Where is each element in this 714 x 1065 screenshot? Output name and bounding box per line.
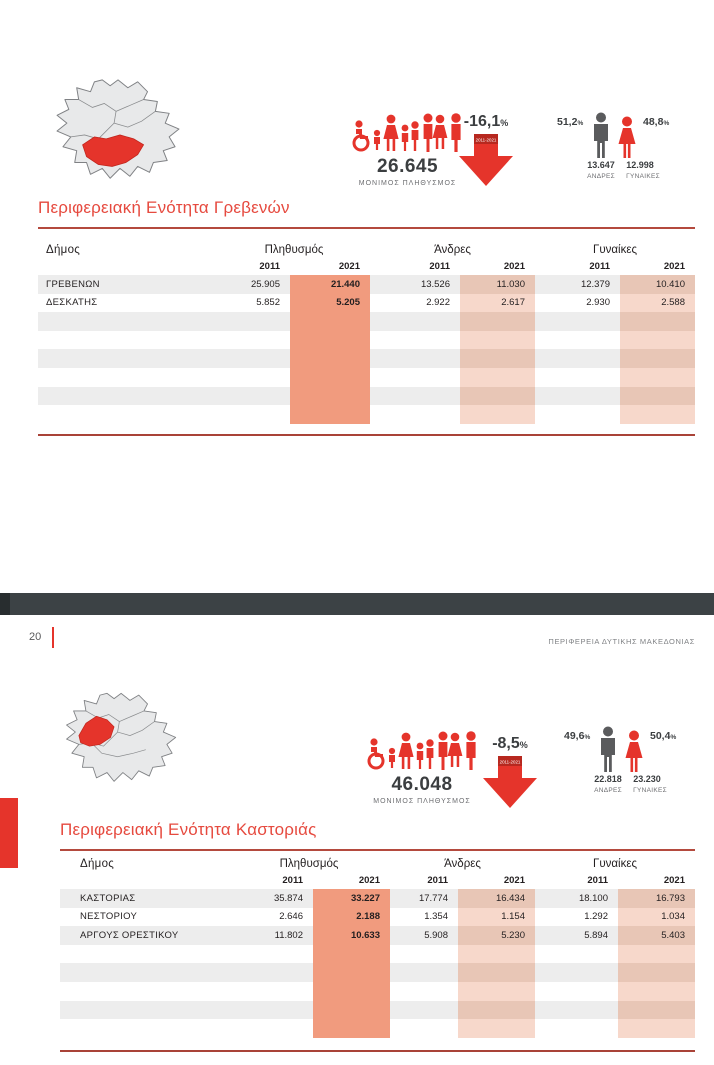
empty-header-cell	[38, 261, 218, 275]
empty-cell	[535, 963, 618, 982]
table-row-empty	[38, 331, 695, 350]
men-2011-cell: 5.908	[424, 929, 448, 941]
empty-cell	[620, 331, 695, 350]
page-divider-bar	[0, 593, 714, 615]
empty-cell	[390, 945, 458, 964]
population-icons	[365, 728, 480, 772]
population-total-label: ΜΟΝΙΜΟΣ ΠΛΗΘΥΣΜΟΣ	[358, 180, 457, 187]
table-bottom-rule	[38, 434, 695, 436]
empty-cell	[228, 963, 313, 982]
men-label: ΑΝΔΡΕΣ	[587, 173, 615, 180]
gender-infographic-grevena	[553, 108, 701, 196]
empty-cell	[60, 1019, 228, 1038]
table-row-empty	[60, 982, 695, 1001]
change-value: -16,1%	[463, 113, 509, 130]
municipality-name: ΝΕΣΤΟΡΙΟΥ	[80, 911, 138, 923]
map-icon	[45, 72, 193, 192]
year-header: 2021	[358, 875, 380, 886]
municipality-table-grevena	[38, 244, 695, 424]
empty-cell	[38, 349, 218, 368]
men-2021-cell: 11.030	[460, 275, 535, 294]
municipality-column-header: Δήμος	[80, 858, 115, 870]
pop-2021-cell: 10.633	[313, 926, 390, 945]
women-2011-cell: 18.100	[578, 892, 608, 904]
empty-cell	[618, 945, 695, 964]
municipality-name: ΓΡΕΒΕΝΩΝ	[46, 278, 100, 290]
pop-2021-cell: 2.188	[313, 908, 390, 927]
men-2021-cell: 2.617	[460, 294, 535, 313]
men-count: 13.647	[587, 160, 615, 170]
change-indicator-grevena	[450, 113, 522, 188]
gender-infographic-kastoria	[560, 722, 708, 810]
pop-2021-cell: 21.440	[290, 275, 370, 294]
empty-cell	[460, 331, 535, 350]
empty-cell	[618, 963, 695, 982]
women-group-header: Γυναίκες	[593, 244, 637, 256]
empty-cell	[60, 1001, 228, 1020]
municipality-name: ΑΡΓΟΥΣ ΟΡΕΣΤΙΚΟΥ	[80, 929, 179, 941]
table-row	[38, 294, 695, 313]
women-2021-cell: 1.034	[618, 908, 695, 927]
women-2021-cell: 10.410	[620, 275, 695, 294]
empty-cell	[535, 312, 620, 331]
empty-cell	[313, 1019, 390, 1038]
empty-cell	[38, 331, 218, 350]
municipality-name: ΔΕΣΚΑΤΗΣ	[46, 297, 98, 309]
empty-cell	[313, 963, 390, 982]
women-2011-cell: 1.292	[584, 911, 608, 923]
women-2021-cell: 5.403	[618, 926, 695, 945]
women-label: ΓΥΝΑΙΚΕΣ	[626, 173, 660, 180]
empty-cell	[290, 405, 370, 424]
women-2011-cell: 5.894	[584, 929, 608, 941]
table-bottom-rule	[60, 1050, 695, 1052]
men-2021-cell: 1.154	[458, 908, 535, 927]
empty-cell	[370, 368, 460, 387]
empty-cell	[535, 349, 620, 368]
empty-cell	[460, 312, 535, 331]
pop-2011-cell: 25.905	[250, 278, 280, 290]
title-underline	[38, 227, 695, 229]
empty-cell	[218, 312, 290, 331]
empty-cell	[620, 405, 695, 424]
men-percentage: 51,2%	[557, 116, 584, 128]
empty-cell	[313, 1001, 390, 1020]
empty-cell	[620, 312, 695, 331]
empty-cell	[460, 368, 535, 387]
change-indicator-kastoria	[478, 735, 542, 810]
region-map-kastoria	[56, 686, 188, 794]
group-header-row	[60, 858, 695, 875]
page-number-rule	[52, 627, 54, 648]
year-header: 2011	[587, 875, 608, 886]
empty-cell	[620, 368, 695, 387]
empty-cell	[618, 1019, 695, 1038]
table-row-empty	[60, 945, 695, 964]
empty-cell	[535, 982, 618, 1001]
women-label: ΓΥΝΑΙΚΕΣ	[633, 787, 667, 794]
table-row	[60, 889, 695, 908]
empty-cell	[535, 368, 620, 387]
year-header: 2021	[338, 261, 360, 272]
section-title-grevena: Περιφερειακή Ενότητα Γρεβενών	[38, 198, 290, 217]
men-count: 22.818	[594, 774, 622, 784]
women-count: 23.230	[633, 774, 661, 784]
empty-cell	[218, 387, 290, 406]
section-title-kastoria: Περιφερειακή Ενότητα Καστοριάς	[60, 820, 317, 839]
empty-cell	[390, 963, 458, 982]
change-period-label: 2011-2021	[499, 759, 521, 765]
women-count: 12.998	[626, 160, 654, 170]
female-icon	[616, 116, 638, 160]
empty-cell	[60, 982, 228, 1001]
table-row-empty	[60, 1001, 695, 1020]
men-2011-cell: 1.354	[424, 911, 448, 923]
male-icon	[597, 726, 619, 774]
female-icon	[623, 730, 645, 774]
empty-cell	[228, 1019, 313, 1038]
year-header: 2011	[429, 261, 450, 272]
men-group-header: Άνδρες	[434, 244, 471, 256]
page-number: 20	[29, 631, 42, 643]
empty-cell	[370, 405, 460, 424]
table-row	[60, 908, 695, 927]
men-2021-cell: 16.434	[458, 889, 535, 908]
year-header: 2011	[259, 261, 280, 272]
empty-cell	[390, 982, 458, 1001]
empty-cell	[38, 387, 218, 406]
empty-cell	[38, 368, 218, 387]
municipality-name: ΚΑΣΤΟΡΙΑΣ	[80, 892, 136, 904]
empty-cell	[535, 405, 620, 424]
down-arrow-icon	[481, 754, 539, 810]
empty-cell	[535, 1001, 618, 1020]
year-header: 2011	[589, 261, 610, 272]
population-group-header: Πληθυσμός	[279, 858, 339, 870]
empty-cell	[458, 963, 535, 982]
empty-cell	[370, 387, 460, 406]
population-infographic-kastoria	[362, 728, 482, 805]
empty-cell	[370, 331, 460, 350]
chapter-side-tab	[0, 798, 18, 868]
men-2011-cell: 2.922	[426, 297, 450, 309]
empty-cell	[618, 982, 695, 1001]
population-icons	[350, 110, 465, 154]
year-header: 2021	[663, 875, 685, 886]
women-percentage: 48,8%	[643, 116, 670, 128]
empty-cell	[535, 1019, 618, 1038]
table-row	[60, 926, 695, 945]
empty-cell	[228, 1001, 313, 1020]
pop-2021-cell: 5.205	[290, 294, 370, 313]
men-2011-cell: 13.526	[420, 278, 450, 290]
empty-cell	[535, 387, 620, 406]
empty-cell	[290, 349, 370, 368]
group-header-row	[38, 244, 695, 261]
table-row-empty	[38, 405, 695, 424]
women-2021-cell: 2.588	[620, 294, 695, 313]
empty-cell	[60, 963, 228, 982]
empty-cell	[460, 405, 535, 424]
municipality-table-kastoria	[60, 858, 695, 1038]
year-header-row	[38, 261, 695, 275]
empty-cell	[620, 387, 695, 406]
empty-cell	[460, 387, 535, 406]
empty-cell	[228, 945, 313, 964]
empty-cell	[458, 982, 535, 1001]
year-header: 2021	[503, 875, 525, 886]
empty-cell	[218, 368, 290, 387]
empty-cell	[38, 405, 218, 424]
women-2021-cell: 16.793	[618, 889, 695, 908]
title-underline	[60, 849, 695, 851]
women-2011-cell: 2.930	[586, 297, 610, 309]
empty-cell	[458, 1019, 535, 1038]
empty-cell	[390, 1019, 458, 1038]
table-row	[38, 275, 695, 294]
population-total: 46.048	[391, 774, 453, 795]
population-group-header: Πληθυσμός	[264, 244, 324, 256]
empty-cell	[460, 349, 535, 368]
year-header-row	[60, 875, 695, 889]
empty-header-cell	[60, 875, 228, 889]
men-group-header: Άνδρες	[444, 858, 481, 870]
municipality-column-header: Δήμος	[46, 244, 81, 256]
empty-cell	[535, 945, 618, 964]
table-row-empty	[60, 1019, 695, 1038]
men-2011-cell: 17.774	[418, 892, 448, 904]
empty-cell	[390, 1001, 458, 1020]
empty-cell	[535, 331, 620, 350]
pop-2021-cell: 33.227	[313, 889, 390, 908]
women-2011-cell: 12.379	[580, 278, 610, 290]
empty-cell	[290, 331, 370, 350]
table-row-empty	[38, 349, 695, 368]
empty-cell	[228, 982, 313, 1001]
table-row-empty	[60, 963, 695, 982]
women-percentage: 50,4%	[650, 730, 677, 742]
empty-cell	[290, 368, 370, 387]
men-percentage: 49,6%	[564, 730, 591, 742]
down-arrow-icon	[457, 132, 515, 188]
male-icon	[590, 112, 612, 160]
empty-cell	[218, 349, 290, 368]
empty-cell	[218, 331, 290, 350]
empty-cell	[370, 349, 460, 368]
change-value: -8,5%	[492, 735, 528, 752]
pop-2011-cell: 5.852	[256, 297, 280, 309]
change-period-label: 2011-2021	[475, 137, 497, 143]
year-header: 2011	[282, 875, 303, 886]
table-row-empty	[38, 387, 695, 406]
men-2021-cell: 5.230	[458, 926, 535, 945]
empty-cell	[60, 945, 228, 964]
pop-2011-cell: 2.646	[279, 911, 303, 923]
region-map-grevena	[45, 72, 193, 192]
pop-2011-cell: 11.802	[274, 929, 303, 941]
empty-cell	[458, 945, 535, 964]
empty-cell	[313, 945, 390, 964]
empty-cell	[38, 312, 218, 331]
running-title: ΠΕΡΙΦΕΡΕΙΑ ΔΥΤΙΚΗΣ ΜΑΚΕΔΟΝΙΑΣ	[548, 637, 695, 646]
page-divider-edge	[0, 593, 10, 615]
empty-cell	[290, 387, 370, 406]
empty-cell	[313, 982, 390, 1001]
women-group-header: Γυναίκες	[593, 858, 637, 870]
year-header: 2021	[663, 261, 685, 272]
population-total-label: ΜΟΝΙΜΟΣ ΠΛΗΘΥΣΜΟΣ	[373, 798, 471, 805]
pop-2011-cell: 35.874	[273, 892, 303, 904]
table-row-empty	[38, 312, 695, 331]
year-header: 2021	[503, 261, 525, 272]
empty-cell	[618, 1001, 695, 1020]
map-icon	[56, 686, 188, 794]
empty-cell	[218, 405, 290, 424]
empty-cell	[458, 1001, 535, 1020]
empty-cell	[620, 349, 695, 368]
men-label: ΑΝΔΡΕΣ	[594, 787, 622, 794]
empty-cell	[370, 312, 460, 331]
year-header: 2011	[427, 875, 448, 886]
population-total: 26.645	[376, 156, 439, 177]
empty-cell	[290, 312, 370, 331]
table-row-empty	[38, 368, 695, 387]
